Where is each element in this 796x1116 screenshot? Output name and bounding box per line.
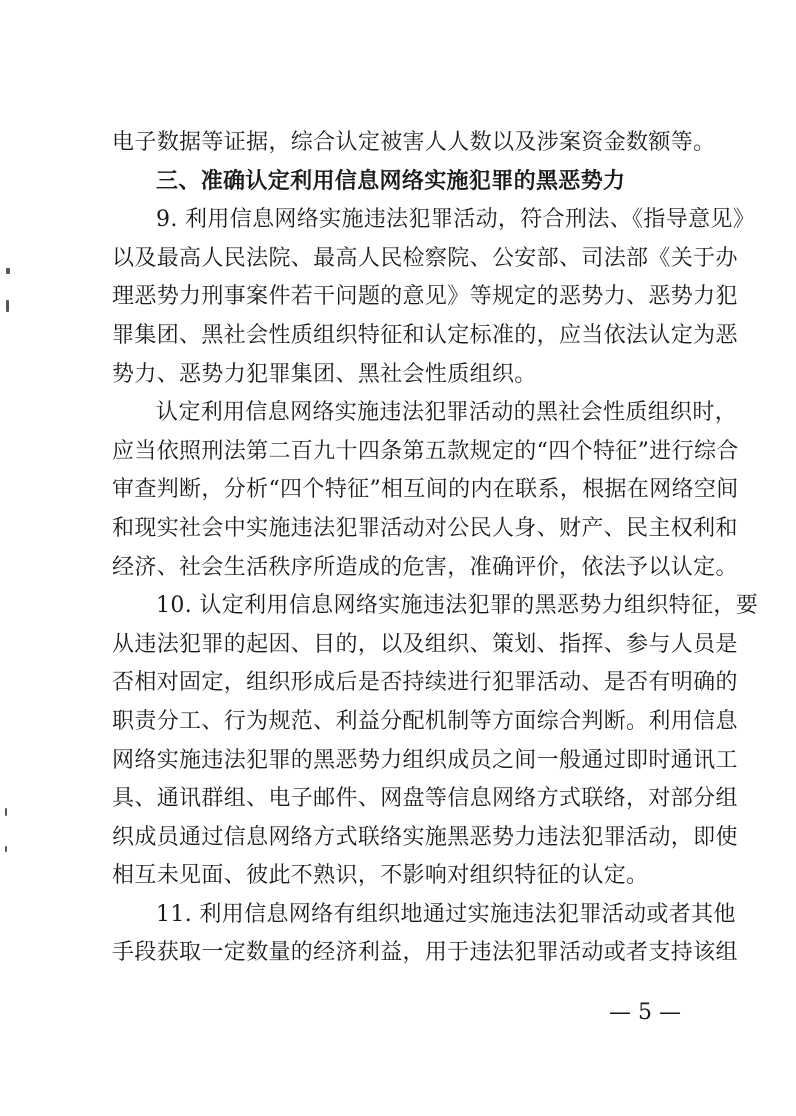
scan-mark-lower <box>5 808 7 816</box>
article-11-line-1: 11. 利用信息网络有组织地通过实施违法犯罪活动或者其他 <box>156 901 736 927</box>
article-9b-line-5: 经济、社会生活秩序所造成的危害，准确评价，依法予以认定。 <box>112 554 738 580</box>
article-10-line-1: 10. 认定利用信息网络实施违法犯罪的黑恶势力组织特征，要 <box>156 593 759 619</box>
article-11-line-2: 手段获取一定数量的经济利益，用于违法犯罪活动或者支持该组 <box>112 940 738 966</box>
scan-mark-top <box>6 268 10 274</box>
paragraph-line-1: 电子数据等证据，综合认定被害人人数以及涉案资金数额等。 <box>112 130 716 155</box>
article-10-line-6: 具、通讯群组、电子邮件、网盘等信息网络方式联络，对部分组 <box>112 786 738 812</box>
article-9-line-3: 理恶势力刑事案件若干问题的意见》等规定的恶势力、恶势力犯 <box>112 284 738 310</box>
article-10-line-5: 网络实施违法犯罪的黑恶势力组织成员之间一般通过即时通讯工 <box>112 747 738 773</box>
article-9b-line-2: 应当依照刑法第二百九十四条第五款规定的“四个特征”进行综合 <box>112 438 739 464</box>
article-10-line-4: 职责分工、行为规范、利益分配机制等方面综合判断。利用信息 <box>112 708 738 734</box>
section-heading: 三、准确认定利用信息网络实施犯罪的黑恶势力 <box>156 168 626 194</box>
scan-mark-bottom <box>5 846 7 852</box>
scan-mark-middle <box>6 300 9 312</box>
article-9b-line-4: 和现实社会中实施违法犯罪活动对公民人身、财产、民主权利和 <box>112 515 738 541</box>
article-9-line-5: 势力、恶势力犯罪集团、黑社会性质组织。 <box>112 361 537 387</box>
article-9b-line-3: 审查判断，分析“四个特征”相互间的内在联系，根据在网络空间 <box>112 477 739 503</box>
article-9b-line-1: 认定利用信息网络实施违法犯罪活动的黑社会性质组织时， <box>156 400 738 426</box>
article-10-line-8: 相互未见面、彼此不熟识，不影响对组织特征的认定。 <box>112 863 649 889</box>
article-9-line-1: 9. 利用信息网络实施违法犯罪活动，符合刑法、《指导意见》 <box>156 207 756 233</box>
article-9-line-4: 罪集团、黑社会性质组织特征和认定标准的，应当依法认定为恶 <box>112 322 738 348</box>
article-9-line-2: 以及最高人民法院、最高人民检察院、公安部、司法部《关于办 <box>112 245 738 271</box>
body-text <box>112 124 759 973</box>
article-10-line-2: 从违法犯罪的起因、目的，以及组织、策划、指挥、参与人员是 <box>112 631 738 657</box>
page-number: — 5 — <box>609 1000 681 1025</box>
article-10-line-7: 织成员通过信息网络方式联络实施黑恶势力违法犯罪活动，即使 <box>112 824 738 850</box>
article-10-line-3: 否相对固定，组织形成后是否持续进行犯罪活动、是否有明确的 <box>112 670 738 696</box>
